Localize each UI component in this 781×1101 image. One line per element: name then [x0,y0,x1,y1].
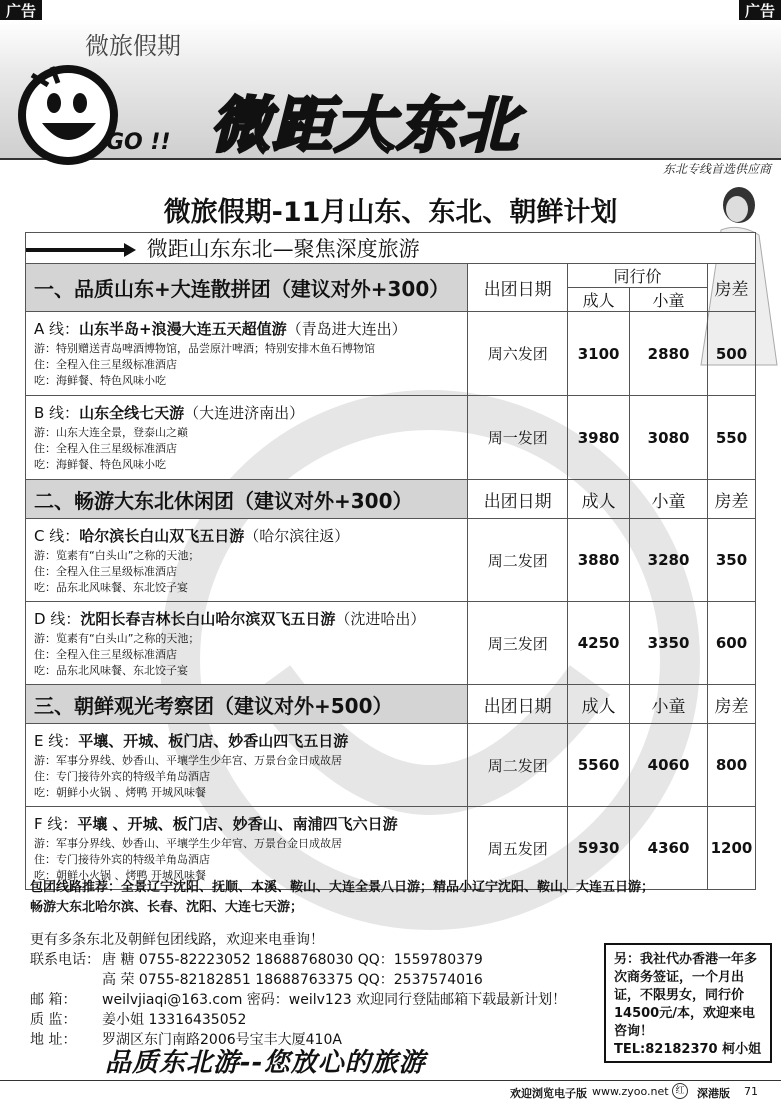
depart-header: 出团日期 [468,685,568,724]
room-diff: 350 [707,519,755,602]
route-food: 吃：朝鲜小火锅 、烤鸭 开城风味餐 [34,869,206,882]
route-name: 平壤、开城、板门店、妙香山四飞五日游 [78,732,349,750]
route-letter: E 线： [34,732,79,750]
child-price: 3350 [630,602,708,685]
section-title: 二、畅游大东北休闲团（建议对外+300） [26,480,468,519]
child-header: 小童 [630,480,708,519]
phone-label: 联系电话： [30,952,100,968]
address-value: 罗湖区东门南路2006号宝丰大厦410A [102,1032,342,1048]
tour-plan-table [25,232,756,890]
qa-label: 质 监： [30,1012,77,1028]
go-text: GO !! [106,130,171,155]
contact-person-2: 高 荣 0755-82182851 18688763375 QQ：2537574016 [102,972,483,988]
route-note: （沈进哈出） [335,610,426,628]
route-food: 吃：朝鲜小火锅 、烤鸭 开城风味餐 [34,786,206,799]
header-slogan: 东北专线首选供应商 [662,162,771,176]
visa-notice-text: 另：我社代办香港一年多次商务签证，一个月出证，不限男女，同行价14500元/本，欢迎来电咨询！ [614,952,758,1039]
banner-text: 微距山东东北—聚焦深度旅游 [146,237,420,261]
footer-welcome: 欢迎浏览电子版 [510,1087,587,1100]
route-note: （哈尔滨往返） [244,527,350,545]
page-title: 微旅假期-11月山东、东北、朝鲜计划 [163,197,618,228]
package-recommendation [30,878,750,918]
child-price: 4360 [630,807,708,890]
route-food: 吃：海鲜餐、特色风味小吃 [34,374,166,387]
package-note-line: 包团线路推荐：全景辽宁沈阳、抚顺、本溪、鞍山、大连全景八日游；精品小辽宁沈阳、鞍山、大连五日游； [30,880,655,895]
footer-edition: 深港版 [697,1087,730,1100]
room-header: 房差 [707,685,755,724]
room-diff: 1200 [707,807,755,890]
depart-day: 周二发团 [468,724,568,807]
header-banner [0,20,781,160]
adult-price: 5930 [568,807,630,890]
adult-price: 3100 [568,312,630,396]
arrow-right-icon [26,248,126,252]
smiley-logo-icon [18,65,118,165]
child-price: 4060 [630,724,708,807]
depart-day: 周二发团 [468,519,568,602]
route-letter: C 线： [34,527,80,545]
route-d [26,602,468,685]
child-price: 3080 [630,396,708,480]
depart-day: 周三发团 [468,602,568,685]
address-label: 地 址： [30,1032,77,1048]
route-sights: 游：览素有“白头山”之称的天池； [34,549,200,562]
package-note-line: 畅游大东北哈尔滨、长春、沈阳、大连七天游； [30,900,304,915]
contact-block [30,930,566,1050]
room-header: 房差 [707,264,755,312]
route-note: （大连进济南出） [184,404,305,422]
ad-label-right: 广告 [739,0,781,22]
route-letter: A 线： [34,320,80,338]
child-header: 小童 [630,288,708,312]
route-food: 吃：品东北风味餐、东北饺子宴 [34,581,188,594]
footer-logo-icon: 红 [672,1083,688,1099]
peer-price-header: 同行价 [568,264,708,288]
route-hotel: 住：专门接待外宾的特级羊角岛酒店 [34,770,210,783]
route-name: 山东半岛+浪漫大连五天超值游 [79,320,287,338]
route-name: 沈阳长春吉林长白山哈尔滨双飞五日游 [80,610,336,628]
route-e [26,724,468,807]
route-sights: 游：军事分界线、妙香山、平壤学生少年宫、万景台金日成故居 [34,837,342,850]
email-label: 邮 箱： [30,992,77,1008]
room-diff: 550 [707,396,755,480]
section-title: 三、朝鲜观光考察团（建议对外+500） [26,685,468,724]
route-letter: D 线： [34,610,81,628]
visa-notice-box [604,943,772,1063]
route-sights: 游：览素有“白头山”之称的天池； [34,632,200,645]
email-value: weilvjiaqi@163.com 密码：weilv123 欢迎同行登陆邮箱下载最新计划！ [102,992,567,1008]
route-food: 吃：海鲜餐、特色风味小吃 [34,458,166,471]
page-footer [0,1080,781,1101]
bottom-slogan: 品质东北游--您放心的旅游 [105,1048,426,1078]
route-letter: F 线： [34,815,78,833]
big-title: 微距大东北 [210,91,520,161]
route-hotel: 住：专门接待外宾的特级羊角岛酒店 [34,853,210,866]
room-diff: 500 [707,312,755,396]
route-b [26,396,468,480]
depart-day: 周六发团 [468,312,568,396]
route-c [26,519,468,602]
adult-price: 3880 [568,519,630,602]
route-note: （青岛进大连出） [286,320,407,338]
child-header: 小童 [630,685,708,724]
contact-more: 更有多条东北及朝鲜包团线路，欢迎来电垂询！ [30,932,324,948]
route-hotel: 住：全程入住三星级标准酒店 [34,358,177,371]
child-price: 2880 [630,312,708,396]
banner-row [26,233,756,264]
room-header: 房差 [707,480,755,519]
room-diff: 800 [707,724,755,807]
route-sights: 游：特别赠送青岛啤酒博物馆，品尝原汁啤酒；特别安排木鱼石博物馆 [34,342,375,355]
page-number: 71 [744,1085,758,1098]
depart-header: 出团日期 [468,480,568,519]
route-name: 平壤 、开城、板门店、妙香山、南浦四飞六日游 [77,815,398,833]
route-a [26,312,468,396]
section-title: 一、品质山东+大连散拼团（建议对外+300） [26,264,468,312]
adult-price: 5560 [568,724,630,807]
visa-notice-tel: TEL:82182370 柯小姐 [614,1042,762,1057]
route-hotel: 住：全程入住三星级标准酒店 [34,648,177,661]
route-letter: B 线： [34,404,80,422]
adult-header: 成人 [568,685,630,724]
depart-header: 出团日期 [468,264,568,312]
room-diff: 600 [707,602,755,685]
route-hotel: 住：全程入住三星级标准酒店 [34,565,177,578]
depart-day: 周一发团 [468,396,568,480]
depart-day: 周五发团 [468,807,568,890]
qa-value: 姜小姐 13316435052 [102,1012,247,1028]
brand-small-title: 微旅假期 [85,32,181,60]
adult-header: 成人 [568,288,630,312]
route-food: 吃：品东北风味餐、东北饺子宴 [34,664,188,677]
footer-url[interactable]: www.zyoo.net [592,1085,669,1098]
adult-header: 成人 [568,480,630,519]
adult-price: 3980 [568,396,630,480]
route-name: 哈尔滨长白山双飞五日游 [79,527,245,545]
route-sights: 游：军事分界线、妙香山、平壤学生少年宫、万景台金日成故居 [34,754,342,767]
route-sights: 游：山东大连全景，登泰山之巅 [34,426,188,439]
adult-price: 4250 [568,602,630,685]
ad-label-left: 广告 [0,0,42,22]
child-price: 3280 [630,519,708,602]
contact-person-1: 唐 糖 0755-82223052 18688768030 QQ：1559780379 [102,952,483,968]
route-hotel: 住：全程入住三星级标准酒店 [34,442,177,455]
route-name: 山东全线七天游 [79,404,185,422]
